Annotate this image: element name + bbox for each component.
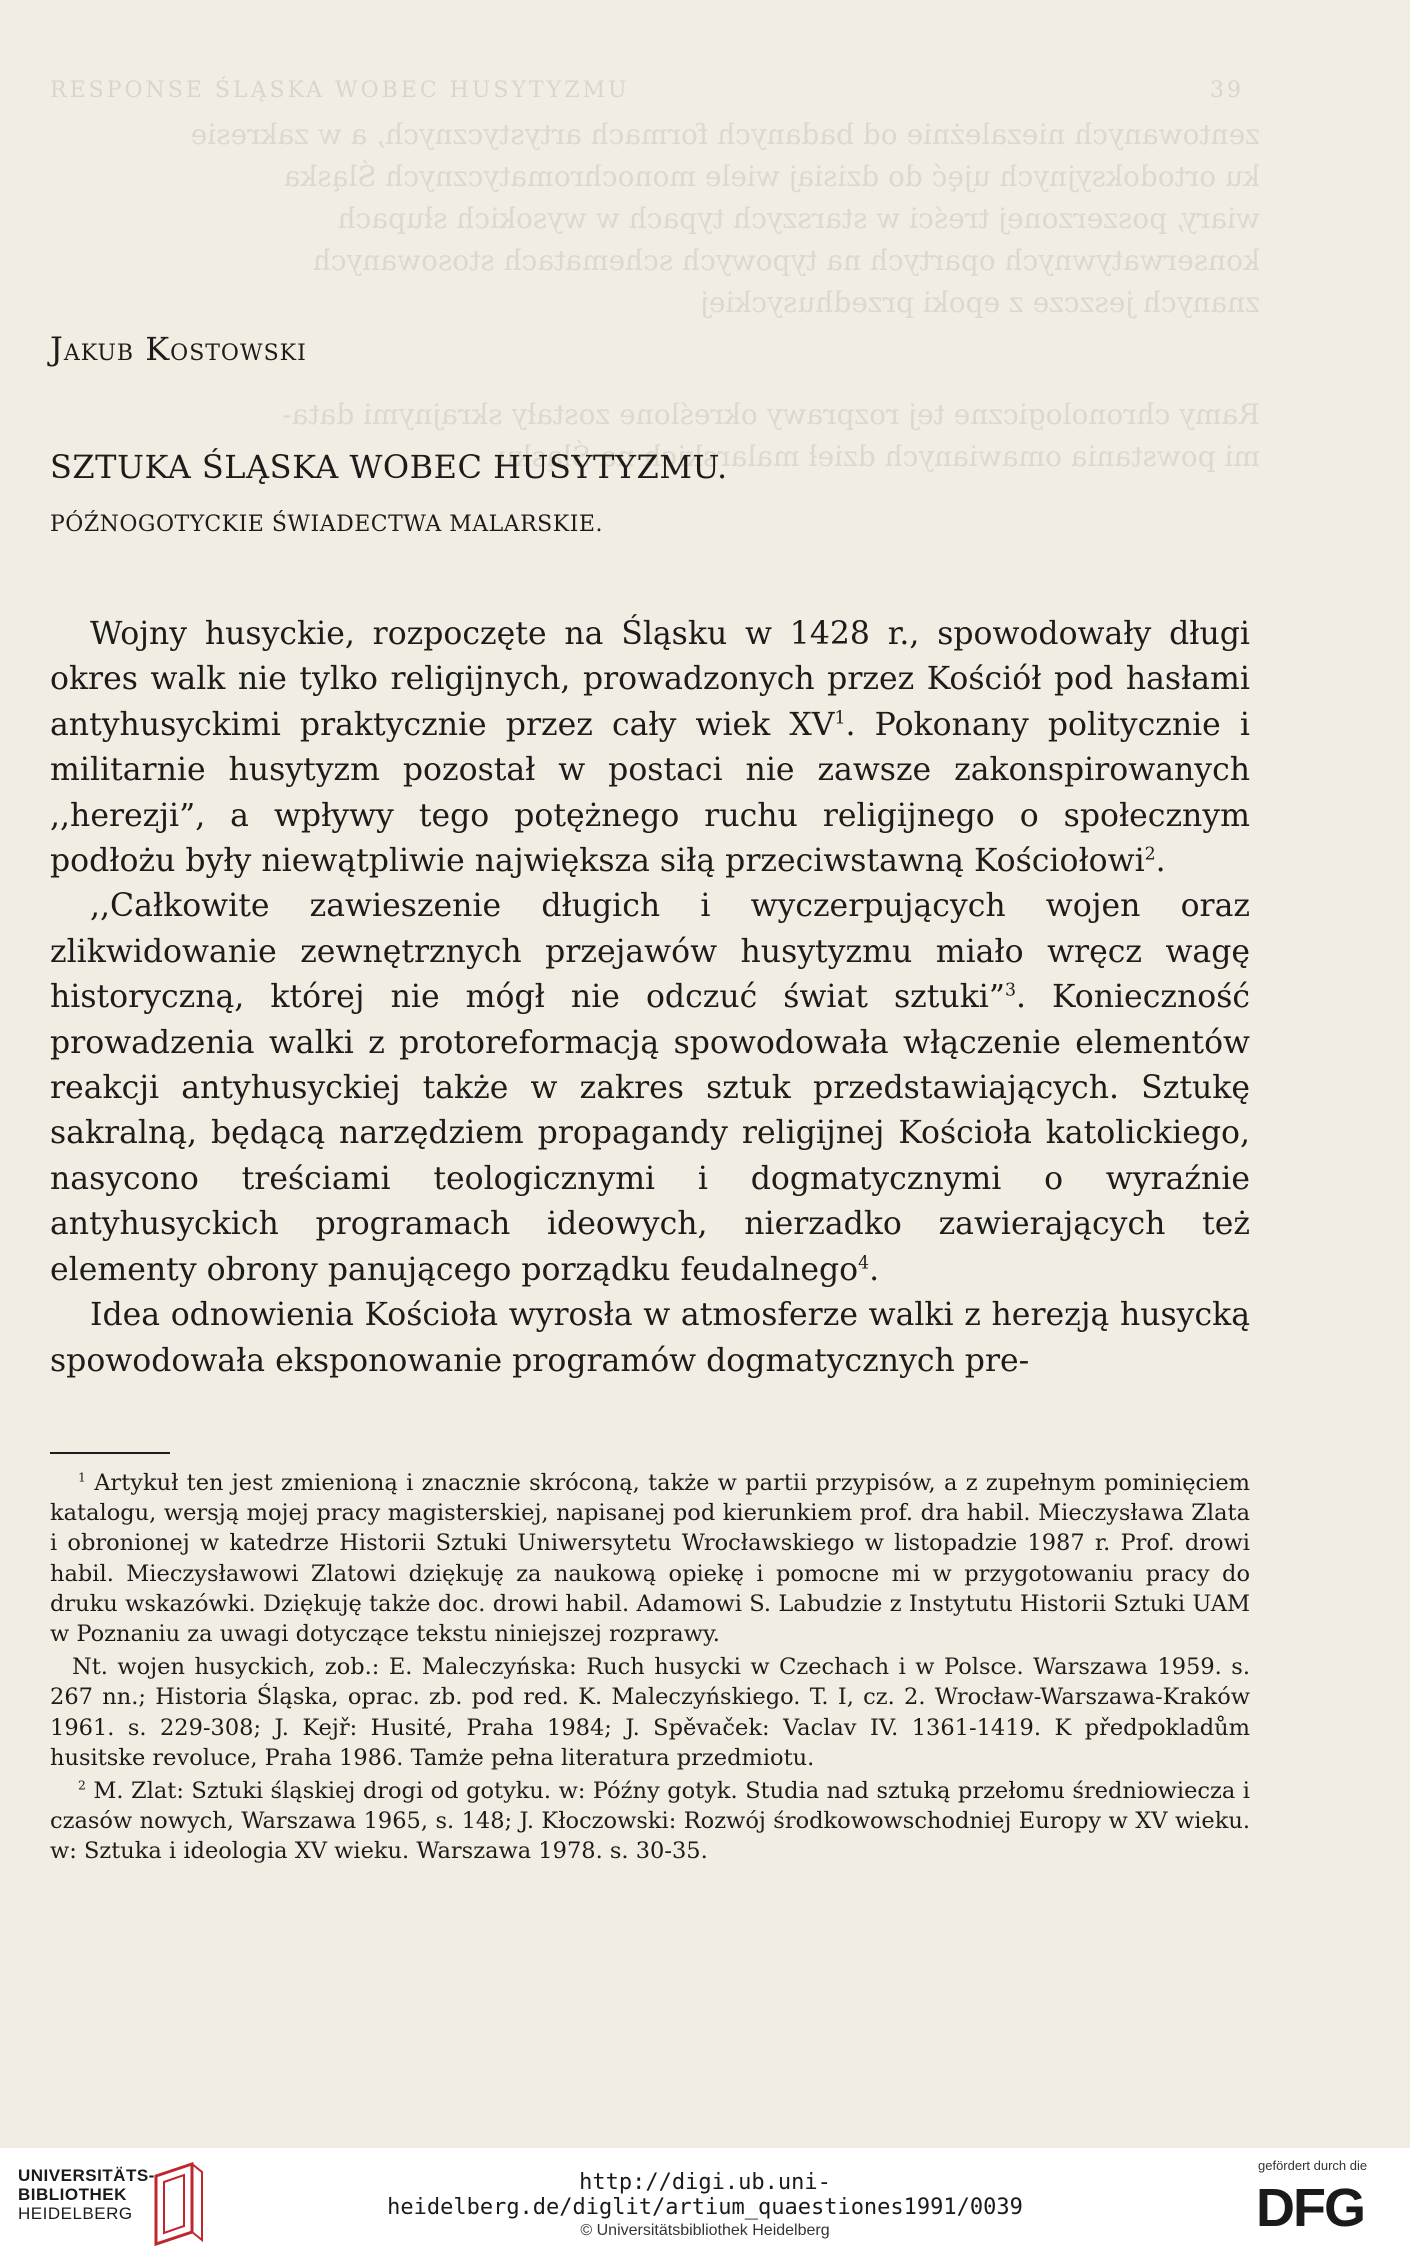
library-name-line: BIBLIOTHEK [18,2185,127,2204]
article-title: SZTUKA ŚLĄSKA WOBEC HUSYTYZMU. [50,448,728,486]
bleed-through-line: mi powstania omawianych dzieł malarskich na Śląsku [496,440,1260,473]
bleed-through-line: Ramy chronologiczne tej rozprawy określone zostały skrajnymi data- [282,398,1260,431]
bleed-through-line: zentowanych niezależnie od badanych formach artystycznych, a w zakresie [190,118,1260,151]
article-author: Jakub Kostowski [50,330,307,368]
paragraph-text: . Pokonany politycznie i militarnie husytyzm pozostał w postaci nie zawsze zakonspirowanych ,,herezji”, a wpływy tego potężnego ruchu religijnego o społecznym podłożu były niewątpliwie największa siłą przeciwstawną Kościołowi [50,706,1250,880]
ub-emblem-icon [148,2162,208,2248]
bleed-through-line: konserwatywnych opartych na typowych schematach stosowanych [312,244,1260,277]
bleed-through-line: ku ortodoksyjnych ujęć do dzisiaj wiele monochromatycznych Śląska [283,160,1260,193]
dfg-logo-text: DFG [1256,2178,1364,2234]
funding-label: gefördert durch die [1258,2158,1368,2173]
library-name-line: HEIDELBERG [18,2204,133,2223]
body-paragraph [50,612,1250,884]
footnote-separator [50,1452,170,1454]
article-body [50,612,1250,1384]
footnote-1-continuation [50,1652,1250,1773]
paragraph-text: . Konieczność prowadzenia walki z protoreformacją spowodowała włączenie elementów reakcji antyhusyckiej także w zakres sztuk przedstawiających. Sztukę sakralną, będącą narzędziem propagandy religijnej Kościoła katolickiego, nasycono treściami teologicznymi i dogmatycznymi o wyraźnie antyhusyckich programach ideowych, nierzadko zawierających też elementy obrony panującego porządku feudalnego [50,979,1250,1288]
bleed-through-header-text: RESPONSE ŚLĄSKA WOBEC HUSYTYZMU [50,78,630,103]
footnote-2 [50,1776,1250,1867]
bleed-through-page-number: 39 [1210,78,1244,103]
bleed-through-line: znanych jeszcze z epoki przedhusyckiej [700,286,1260,319]
footnote-ref[interactable]: 1 [834,708,846,729]
footnote-ref[interactable]: 2 [1144,844,1156,865]
footnote-1 [50,1468,1250,1649]
paragraph-text: . [1155,843,1166,880]
body-paragraph [50,884,1250,1293]
footnote-ref[interactable]: 4 [858,1253,870,1274]
footnote-text: Nt. wojen husyckich, zob.: E. Maleczyńska: Ruch husycki w Czechach i w Polsce. Warszawa 1959. s. 267 nn.; Historia Śląska, oprac. zb. pod red. K. Maleczyńskiego. T. I, cz. 2. Wrocław-Warszawa-Kraków 1961. s. 229-308; J. Kejř: Husité, Praha 1984; J. Spěvaček: Vaclav IV. 1361-1419. K předpokladům husitske revoluce, Praha 1986. Tamże pełna literatura przedmiotu. [50,1654,1250,1771]
viewer-footer [0,2148,1410,2262]
body-paragraph [50,1293,1250,1384]
bleed-through-header [50,78,1250,103]
footnote-ref[interactable]: 3 [1004,980,1016,1001]
paragraph-text: . [869,1251,880,1288]
footnote-text: Artykuł ten jest zmienioną i znacznie skróconą, także w partii przypisów, a z zupełnym pominięciem katalogu, wersją mojej pracy magisterskiej, napisanej pod kierunkiem prof. dra habil. Mieczysława Zlata i obronionej w katedrze Historii Sztuki Uniwersytetu Wrocławskiego w listopadzie 1987 r. Prof. drowi habil. Mieczysławowi Zlatowi dziękuję za naukową opiekę i pomocne mi w przygotowaniu pracy do druku wskazówki. Dziękuję także doc. drowi habil. Adamowi S. Labudzie z Instytutu Historii Sztuki UAM w Poznaniu za uwagi dotyczące tekstu niniejszej rozprawy. [50,1470,1250,1648]
library-name [18,2166,155,2223]
paragraph-text: ,,Całkowite zawieszenie długich i wyczerpujących wojen oraz zlikwidowanie zewnętrznych przejawów husytyzmu miało wręcz wagę historyczną, której nie mógł nie odczuć świat sztuki” [50,888,1250,1016]
bleed-through-line: wiary, poszerzonej treści w starszych typach w wysokich słupach [337,202,1260,235]
permalink-url[interactable]: http://digi.ub.uni-heidelberg.de/diglit/artium_quaestiones1991/0039 [387,2170,1023,2220]
footnote-mark: 2 [78,1778,86,1793]
footnote-text: M. Zlat: Sztuki śląskiej drogi od gotyku. w: Późny gotyk. Studia nad sztuką przełomu średniowiecza i czasów nowych, Warszawa 1965, s. 148; J. Kłoczowski: Rozwój środkowowschodniej Europy w XV wieku. w: Sztuka i ideologia XV wieku. Warszawa 1978. s. 30-35. [50,1778,1250,1865]
paragraph-text: Idea odnowienia Kościoła wyrosła w atmosferze walki z herezją husycką spowodowała eksponowanie programów dogmatycznych pre- [50,1297,1250,1379]
footnotes [50,1468,1250,1870]
ub-heidelberg-logo[interactable] [18,2162,208,2248]
paragraph-text: Wojny husyckie, rozpoczęte na Śląsku w 1428 r., spowodowały długi okres walk nie tylko religijnych, prowadzonych przez Kościół pod hasłami antyhusyckimi praktycznie przez cały wiek XV [50,616,1250,743]
article-subtitle: PÓŹNOGOTYCKIE ŚWIADECTWA MALARSKIE. [50,512,603,537]
footnote-mark: 1 [78,1470,86,1485]
copyright-notice: © Universitätsbibliothek Heidelberg [580,2222,830,2239]
library-name-line: UNIVERSITÄTS- [18,2166,155,2185]
dfg-logo-icon[interactable] [1256,2178,1386,2234]
